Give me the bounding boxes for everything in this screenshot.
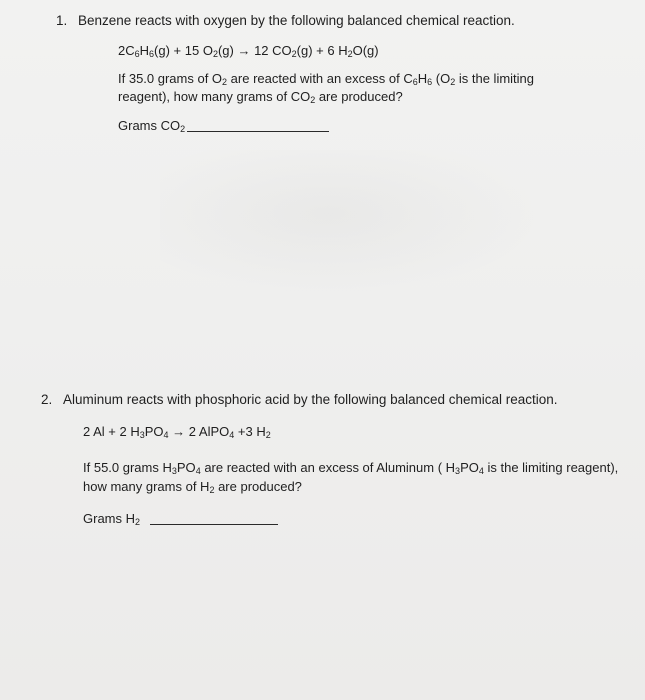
- question-1-text: [118, 70, 588, 106]
- question-1-number: 1.: [56, 13, 68, 28]
- subscript: 6: [149, 49, 155, 59]
- equation-text: O(g): [352, 43, 379, 58]
- question-2-answer: [83, 511, 278, 526]
- subscript: 4: [478, 466, 484, 476]
- question-2-prompt: Aluminum reacts with phosphoric acid by the following balanced chemical reaction.: [63, 392, 558, 407]
- subscript: 6: [427, 77, 433, 87]
- subscript: 4: [163, 430, 169, 440]
- paper-bleed-through: [160, 150, 580, 310]
- subscript: 2: [135, 517, 141, 527]
- equation-text: (g) + 15 O: [154, 43, 213, 58]
- question-text: is the limiting reagent), how many grams of CO: [118, 71, 535, 104]
- equation-text: 2C: [118, 43, 135, 58]
- subscript: 4: [195, 466, 201, 476]
- subscript: 3: [455, 466, 461, 476]
- subscript: 2: [450, 77, 456, 87]
- answer-blank[interactable]: [150, 512, 278, 525]
- subscript: 2: [209, 485, 215, 495]
- subscript: 2: [180, 124, 186, 134]
- question-2-equation: [83, 424, 271, 439]
- equation-text: +3 H: [234, 424, 266, 439]
- equation-text: 2 Al + 2 H: [83, 424, 140, 439]
- subscript: 6: [412, 77, 418, 87]
- question-1-prompt: Benzene reacts with oxygen by the following balanced chemical reaction.: [78, 13, 515, 28]
- subscript: 3: [171, 466, 177, 476]
- question-text: are reacted with an excess of C: [227, 71, 413, 86]
- answer-blank[interactable]: [187, 119, 329, 132]
- subscript: 2: [310, 95, 316, 105]
- question-text: are produced?: [214, 479, 302, 494]
- subscript: 6: [134, 49, 140, 59]
- answer-label: Grams H: [83, 511, 135, 526]
- question-1-equation: [118, 43, 379, 58]
- equation-text: (g) + 6 H: [296, 43, 348, 58]
- subscript: 2: [291, 49, 297, 59]
- question-text: PO: [176, 460, 196, 475]
- equation-text: (g) → 12 CO: [217, 43, 292, 58]
- equation-text: → 2 AlPO: [168, 424, 230, 439]
- question-2-number: 2.: [41, 392, 53, 407]
- subscript: 2: [265, 430, 271, 440]
- subscript: 2: [222, 77, 228, 87]
- question-1-answer: [118, 118, 329, 133]
- subscript: 2: [212, 49, 218, 59]
- question-text: are produced?: [315, 89, 403, 104]
- subscript: 2: [347, 49, 353, 59]
- question-text: are reacted with an excess of Aluminum ( H: [200, 460, 456, 475]
- subscript: 4: [229, 430, 235, 440]
- question-text: (O: [432, 71, 451, 86]
- question-2-text: [83, 458, 623, 496]
- question-text: If 55.0 grams H: [83, 460, 172, 475]
- subscript: 3: [139, 430, 145, 440]
- question-text: is the limiting reagent), how many grams of H: [83, 460, 619, 494]
- equation-text: H: [139, 43, 150, 58]
- answer-label: Grams CO: [118, 118, 181, 133]
- equation-text: PO: [144, 424, 164, 439]
- question-text: H: [417, 71, 428, 86]
- question-text: If 35.0 grams of O: [118, 71, 223, 86]
- question-text: PO: [460, 460, 479, 475]
